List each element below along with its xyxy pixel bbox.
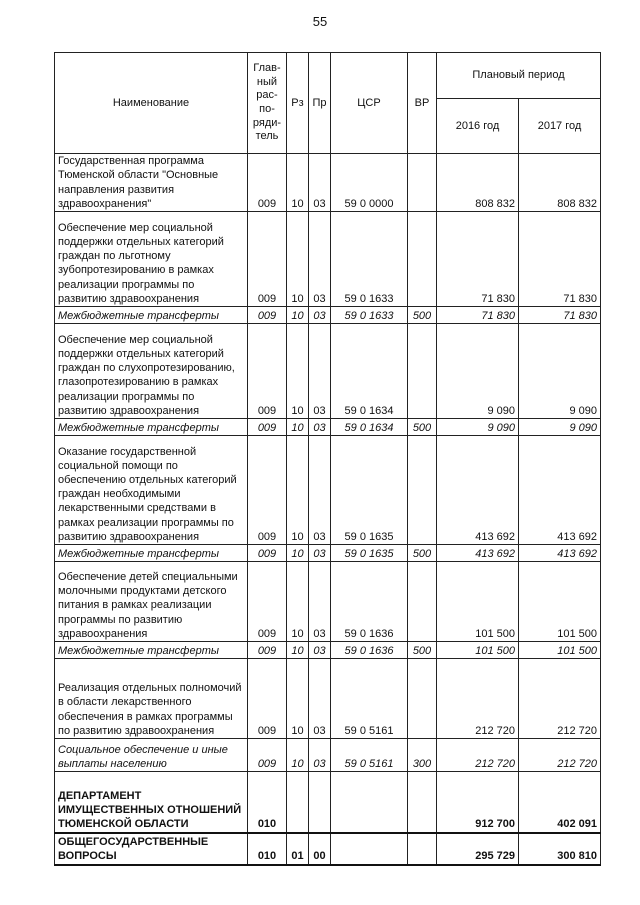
row-csr: 59 0 1633 (331, 212, 408, 307)
row-name: Государственная программа Тюменской области "Основные направления развития здравоохранения" (55, 154, 248, 212)
row-csr: 59 0 1636 (331, 562, 408, 642)
header-vr: ВР (408, 53, 437, 154)
table-row (55, 562, 601, 642)
row-2016: 295 729 (437, 833, 519, 865)
row-2016: 9 090 (437, 419, 519, 436)
row-name: Обеспечение мер социальной поддержки отдельных категорий граждан по слухопротезированию, глазопротезированию в рамках реализации программы по развитию здравоохранения (55, 324, 248, 419)
row-grbs: 009 (248, 324, 287, 419)
header-year-2016: 2016 год (437, 99, 519, 154)
row-2017: 71 830 (519, 307, 601, 324)
row-grbs: 010 (248, 772, 287, 833)
row-csr (331, 833, 408, 865)
table-row (55, 739, 601, 772)
table-row (55, 642, 601, 659)
row-grbs: 009 (248, 739, 287, 772)
header-year-2017: 2017 год (519, 99, 601, 154)
row-rz: 10 (287, 212, 309, 307)
row-csr: 59 0 1634 (331, 419, 408, 436)
row-rz: 01 (287, 833, 309, 865)
table-row (55, 772, 601, 833)
row-2016: 71 830 (437, 307, 519, 324)
row-2017: 9 090 (519, 324, 601, 419)
row-name: Межбюджетные трансферты (55, 307, 248, 324)
table-row (55, 307, 601, 324)
row-vr: 300 (408, 739, 437, 772)
row-csr: 59 0 1635 (331, 545, 408, 562)
table-row (55, 419, 601, 436)
header-csr: ЦСР (331, 53, 408, 154)
header-rz: Рз (287, 53, 309, 154)
row-grbs: 009 (248, 659, 287, 739)
row-grbs: 009 (248, 545, 287, 562)
row-2017: 402 091 (519, 772, 601, 833)
row-pr: 03 (309, 419, 331, 436)
row-pr: 03 (309, 212, 331, 307)
table-row (55, 545, 601, 562)
table-row (55, 659, 601, 739)
row-2016: 808 832 (437, 154, 519, 212)
row-pr: 03 (309, 562, 331, 642)
row-vr (408, 562, 437, 642)
row-rz: 10 (287, 642, 309, 659)
page-number: 55 (312, 14, 328, 29)
row-rz: 10 (287, 324, 309, 419)
row-grbs: 009 (248, 436, 287, 545)
row-csr: 59 0 5161 (331, 659, 408, 739)
row-name: Обеспечение детей специальными молочными продуктами детского питания в рамках реализации программы по развитию здравоохранения (55, 562, 248, 642)
row-vr (408, 212, 437, 307)
row-pr (309, 772, 331, 833)
row-vr (408, 659, 437, 739)
row-vr (408, 436, 437, 545)
row-2017: 101 500 (519, 562, 601, 642)
row-grbs: 009 (248, 562, 287, 642)
row-pr: 03 (309, 739, 331, 772)
row-rz: 10 (287, 659, 309, 739)
row-rz: 10 (287, 739, 309, 772)
row-vr: 500 (408, 419, 437, 436)
row-vr (408, 772, 437, 833)
row-2017: 71 830 (519, 212, 601, 307)
row-name: ДЕПАРТАМЕНТ ИМУЩЕСТВЕННЫХ ОТНОШЕНИЙ ТЮМЕНСКОЙ ОБЛАСТИ (55, 772, 248, 833)
row-csr: 59 0 1633 (331, 307, 408, 324)
row-2016: 912 700 (437, 772, 519, 833)
row-vr (408, 154, 437, 212)
header-planned-period: Плановый период (437, 53, 601, 99)
row-2016: 212 720 (437, 659, 519, 739)
row-2017: 9 090 (519, 419, 601, 436)
row-pr: 03 (309, 154, 331, 212)
row-csr: 59 0 5161 (331, 739, 408, 772)
table-row (55, 833, 601, 865)
row-csr: 59 0 0000 (331, 154, 408, 212)
row-rz: 10 (287, 154, 309, 212)
table-row (55, 154, 601, 212)
row-rz: 10 (287, 562, 309, 642)
row-2017: 300 810 (519, 833, 601, 865)
row-rz: 10 (287, 436, 309, 545)
row-name: Реализация отдельных полномочий в области лекарственного обеспечения в рамках программы по развитию здравоохранения (55, 659, 248, 739)
row-vr: 500 (408, 545, 437, 562)
header-grbs: Глав-ный рас-по-ряди-тель (248, 53, 287, 154)
row-2017: 212 720 (519, 659, 601, 739)
row-grbs: 010 (248, 833, 287, 865)
header-name: Наименование (55, 53, 248, 154)
row-csr: 59 0 1634 (331, 324, 408, 419)
row-vr: 500 (408, 307, 437, 324)
row-2017: 413 692 (519, 545, 601, 562)
row-grbs: 009 (248, 307, 287, 324)
row-name: ОБЩЕГОСУДАРСТВЕННЫЕ ВОПРОСЫ (55, 833, 248, 865)
row-pr: 03 (309, 545, 331, 562)
row-vr: 500 (408, 642, 437, 659)
row-vr (408, 833, 437, 865)
budget-table (54, 52, 601, 866)
row-name: Межбюджетные трансферты (55, 642, 248, 659)
row-name: Обеспечение мер социальной поддержки отдельных категорий граждан по льготному зубопротезированию в рамках реализации программы по развитию здравоохранения (55, 212, 248, 307)
table-row (55, 212, 601, 307)
row-pr: 03 (309, 642, 331, 659)
row-grbs: 009 (248, 212, 287, 307)
row-pr: 03 (309, 659, 331, 739)
row-name: Межбюджетные трансферты (55, 545, 248, 562)
header-pr: Пр (309, 53, 331, 154)
row-rz: 10 (287, 419, 309, 436)
row-2016: 101 500 (437, 642, 519, 659)
row-2016: 212 720 (437, 739, 519, 772)
row-csr: 59 0 1636 (331, 642, 408, 659)
row-pr: 03 (309, 436, 331, 545)
row-rz: 10 (287, 307, 309, 324)
row-csr: 59 0 1635 (331, 436, 408, 545)
row-name: Социальное обеспечение и иные выплаты населению (55, 739, 248, 772)
row-grbs: 009 (248, 642, 287, 659)
row-2016: 413 692 (437, 545, 519, 562)
row-2016: 413 692 (437, 436, 519, 545)
row-pr: 03 (309, 307, 331, 324)
row-pr: 03 (309, 324, 331, 419)
table-row (55, 324, 601, 419)
row-rz: 10 (287, 545, 309, 562)
row-grbs: 009 (248, 154, 287, 212)
row-2017: 101 500 (519, 642, 601, 659)
row-csr (331, 772, 408, 833)
row-name: Оказание государственной социальной помощи по обеспечению отдельных категорий граждан необходимыми лекарственными средствами в рамках реализации программы по развитию здравоохранения (55, 436, 248, 545)
row-grbs: 009 (248, 419, 287, 436)
row-2016: 9 090 (437, 324, 519, 419)
row-2016: 101 500 (437, 562, 519, 642)
row-name: Межбюджетные трансферты (55, 419, 248, 436)
row-2016: 71 830 (437, 212, 519, 307)
row-2017: 212 720 (519, 739, 601, 772)
row-rz (287, 772, 309, 833)
row-2017: 413 692 (519, 436, 601, 545)
row-2017: 808 832 (519, 154, 601, 212)
table-row (55, 436, 601, 545)
row-vr (408, 324, 437, 419)
row-pr: 00 (309, 833, 331, 865)
